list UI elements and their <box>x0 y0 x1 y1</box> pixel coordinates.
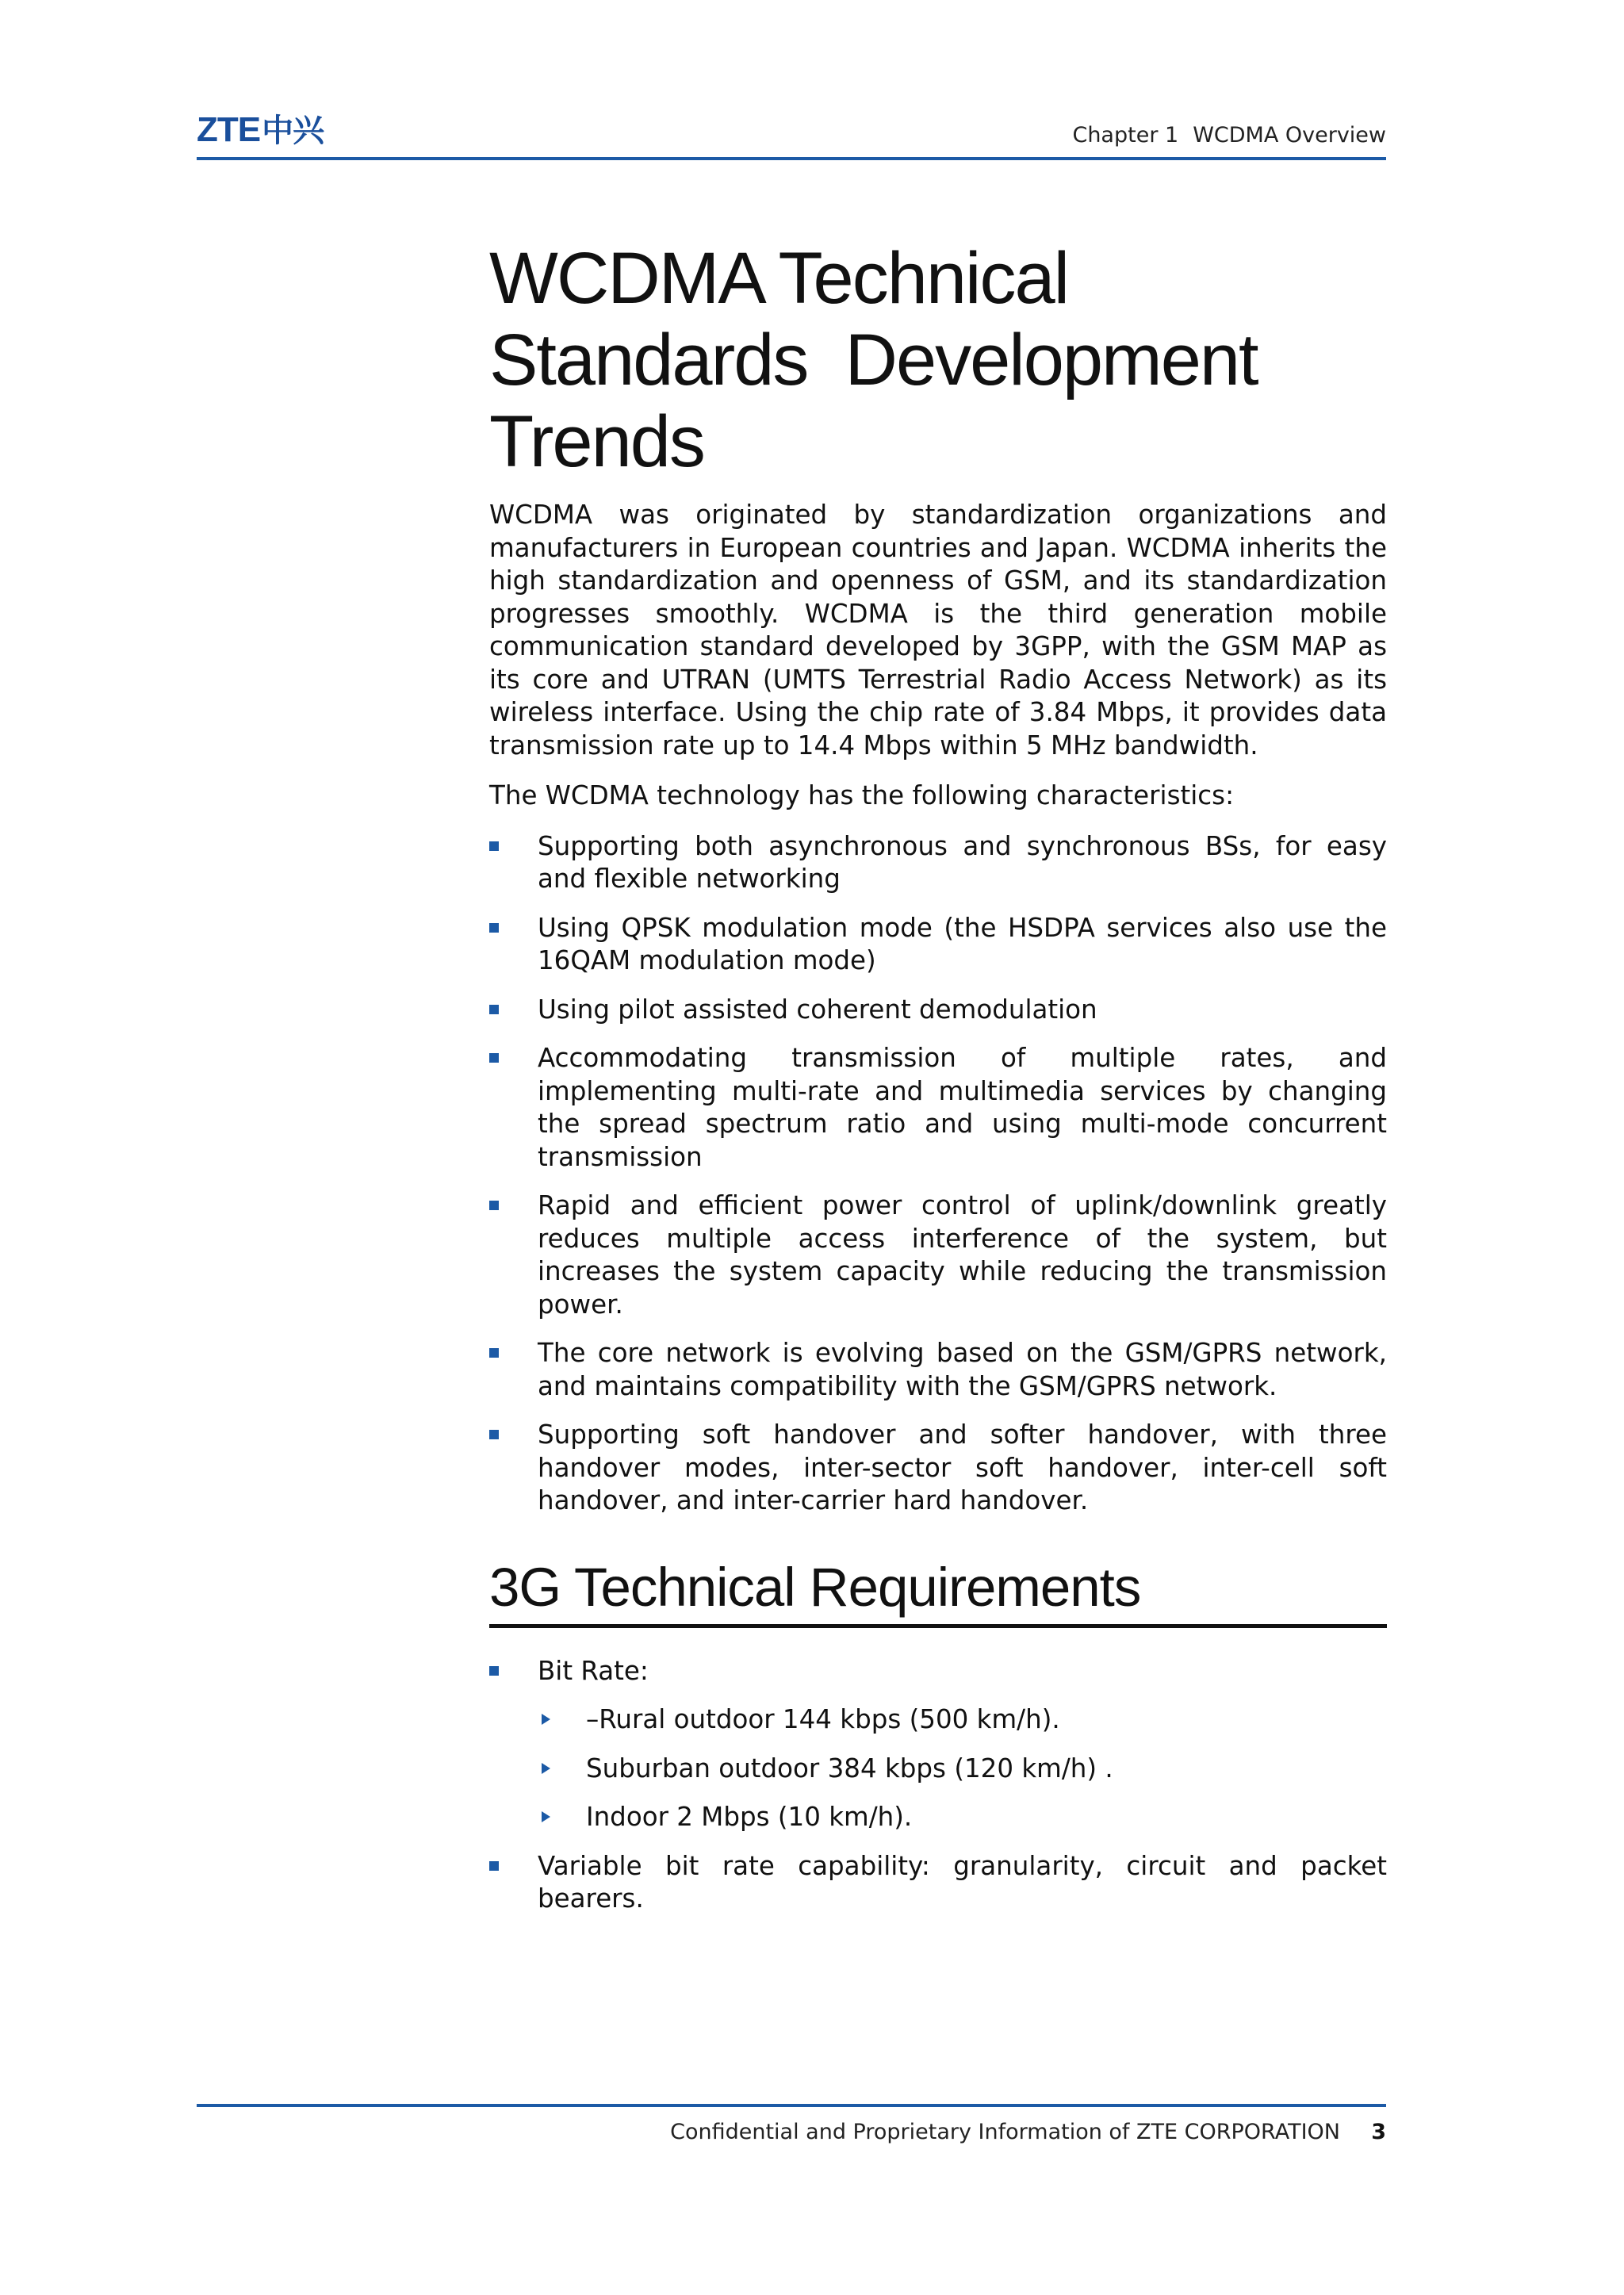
confidentiality-notice: Confidential and Proprietary Information of ZTE CORPORATION <box>670 2120 1340 2144</box>
square-bullet-icon <box>489 923 499 933</box>
characteristics-list <box>489 830 1387 1518</box>
sub-list-item <box>489 1753 1387 1786</box>
list-item <box>489 1655 1387 1688</box>
square-bullet-icon <box>489 1666 499 1676</box>
title-line-1: WCDMA Technical <box>489 238 1069 319</box>
chapter-title: WCDMA Overview <box>1193 123 1386 148</box>
square-bullet-icon <box>489 1201 499 1210</box>
main-content <box>489 238 1387 1932</box>
page-number: 3 <box>1371 2120 1386 2144</box>
logo-cjk: 中兴 <box>262 113 324 149</box>
sub-list-item-text: Indoor 2 Mbps (10 km/h). <box>586 1802 913 1832</box>
intro-paragraph: WCDMA was originated by standardization organizations and manufacturers in European countries and Japan. WCDMA inherits the high standardization and openness of GSM, and its standardization progresses smoothly. WCDMA is the third generation mobile communication standard developed by 3GPP, with the GSM MAP as its core and UTRAN (UMTS Terrestrial Radio Access Network) as its wireless interface. Using the chip rate of 3.84 Mbps, it provides data transmission rate up to 14.4 Mbps within 5 MHz bandwidth. <box>489 500 1387 761</box>
sub-list-item <box>489 1801 1387 1834</box>
list-item-text: Accommodating transmission of multiple rates, and implementing multi-rate and multimedia services by changing the spread spectrum ratio and using multi-mode concurrent transmission <box>538 1043 1387 1172</box>
header-rule <box>197 157 1386 160</box>
bit-rate-label: Bit Rate: <box>538 1655 649 1686</box>
list-item-text: The core network is evolving based on the GSM/GPRS network, and maintains compatibility with the GSM/GPRS network. <box>538 1338 1387 1401</box>
page-title <box>489 238 1282 483</box>
list-item <box>489 1419 1387 1518</box>
characteristics-intro: The WCDMA technology has the following characteristics: <box>489 780 1235 810</box>
triangle-bullet-icon <box>542 1714 550 1725</box>
sub-list-item-text: –Rural outdoor 144 kbps (500 km/h). <box>586 1704 1060 1734</box>
title-line-2: Standards Development <box>489 320 1258 400</box>
square-bullet-icon <box>489 1861 499 1871</box>
requirements-list <box>489 1655 1387 1688</box>
sub-list-item-text: Suburban outdoor 384 kbps (120 km/h) . <box>586 1753 1113 1784</box>
logo-latin: ZTE <box>197 110 261 149</box>
title-line-3: Trends <box>489 401 704 482</box>
list-item-text: Rapid and efficient power control of uplink/downlink greatly reduces multiple access interference of the system, but increases the system capacity while reducing the transmission power. <box>538 1190 1387 1320</box>
list-item-text: Supporting soft handover and softer handover, with three handover modes, inter-sector soft handover, inter-cell soft handover, and inter-carrier hard handover. <box>538 1420 1387 1515</box>
triangle-bullet-icon <box>542 1763 550 1774</box>
square-bullet-icon <box>489 841 499 851</box>
page-header <box>197 109 1386 159</box>
page-footer <box>197 2117 1386 2149</box>
requirements-list-continued <box>489 1850 1387 1916</box>
list-item <box>489 1042 1387 1174</box>
zte-logo <box>197 110 324 149</box>
list-item <box>489 912 1387 978</box>
list-item <box>489 830 1387 896</box>
bit-rate-sublist <box>489 1703 1387 1834</box>
list-item <box>489 994 1387 1027</box>
triangle-bullet-icon <box>542 1811 550 1822</box>
sub-list-item <box>489 1703 1387 1737</box>
list-item-text: Using QPSK modulation mode (the HSDPA services also use the 16QAM modulation mode) <box>538 912 1387 975</box>
list-item <box>489 1190 1387 1321</box>
square-bullet-icon <box>489 1005 499 1014</box>
list-item <box>489 1850 1387 1916</box>
square-bullet-icon <box>489 1348 499 1358</box>
list-item-text: Using pilot assisted coherent demodulation <box>538 994 1097 1025</box>
list-item <box>489 1337 1387 1403</box>
chapter-label: Chapter 1 <box>1072 123 1179 148</box>
square-bullet-icon <box>489 1430 499 1439</box>
square-bullet-icon <box>489 1053 499 1063</box>
list-item-text: Supporting both asynchronous and synchronous BSs, for easy and flexible networking <box>538 830 1387 894</box>
footer-rule <box>197 2104 1386 2107</box>
section-heading: 3G Technical Requirements <box>489 1556 1387 1628</box>
chapter-heading <box>1072 124 1386 148</box>
list-item-text: Variable bit rate capability: granularity, circuit and packet bearers. <box>538 1850 1387 1914</box>
